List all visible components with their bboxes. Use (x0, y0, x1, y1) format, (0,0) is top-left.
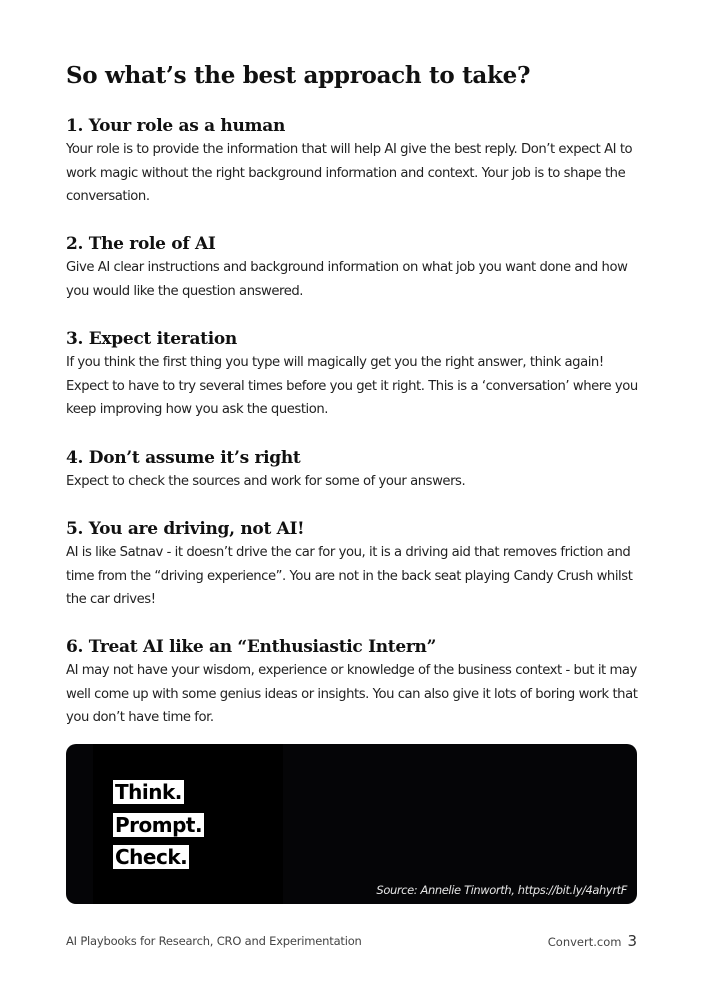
section-you-are-driving (66, 519, 641, 612)
section-body: If you think the first thing you type will magically get you the right answer, think again! Expect to have to try several times before you get it right. This is a ‘conversation’ where you keep improving how you ask the question. (66, 355, 638, 417)
section-heading: 6. Treat AI like an “Enthusiastic Intern” (66, 637, 437, 657)
section-role-ai (66, 234, 641, 303)
page-number: 3 (627, 932, 637, 950)
section-body: AI may not have your wisdom, experience or knowledge of the business context - but it may well come up with some genius ideas or insights. You can also give it lots of boring work that you don’t have time for. (66, 663, 638, 725)
section-heading: 4. Don’t assume it’s right (66, 448, 301, 468)
footer-brand: Convert.com (547, 935, 622, 949)
section-body: AI is like Satnav - it doesn’t drive the car for you, it is a driving aid that removes friction and time from the “driving experience”. You are not in the back seat playing Candy Crush whilst the car drives! (66, 545, 633, 607)
section-heading: 1. Your role as a human (66, 116, 286, 136)
section-body: Give AI clear instructions and background information on what job you want done and how you would like the question answered. (66, 260, 628, 299)
banner-source-caption: Source: Annelie Tinworth, https://bit.ly/4ahyrtF (376, 883, 627, 897)
section-body: Your role is to provide the information that will help AI give the best reply. Don’t expect AI to work magic without the right background information and context. Your job is to shape the conversation. (66, 142, 633, 204)
banner-line-prompt: Prompt. (115, 813, 203, 837)
section-dont-assume (66, 448, 641, 494)
think-prompt-check-banner (66, 744, 637, 904)
banner-line-check: Check. (115, 845, 188, 869)
section-body: Expect to check the sources and work for some of your answers. (66, 474, 466, 489)
section-heading: 5. You are driving, not AI! (66, 519, 305, 539)
section-heading: 3. Expect iteration (66, 329, 237, 349)
section-expect-iteration (66, 329, 641, 422)
section-heading: 2. The role of AI (66, 234, 216, 254)
page-title: So what’s the best approach to take? (66, 62, 531, 89)
footer-publication-title: AI Playbooks for Research, CRO and Experimentation (66, 934, 362, 948)
section-role-human (66, 116, 641, 209)
banner-line-think: Think. (115, 780, 182, 804)
section-enthusiastic-intern (66, 637, 641, 730)
footer-brand-page (548, 932, 637, 950)
